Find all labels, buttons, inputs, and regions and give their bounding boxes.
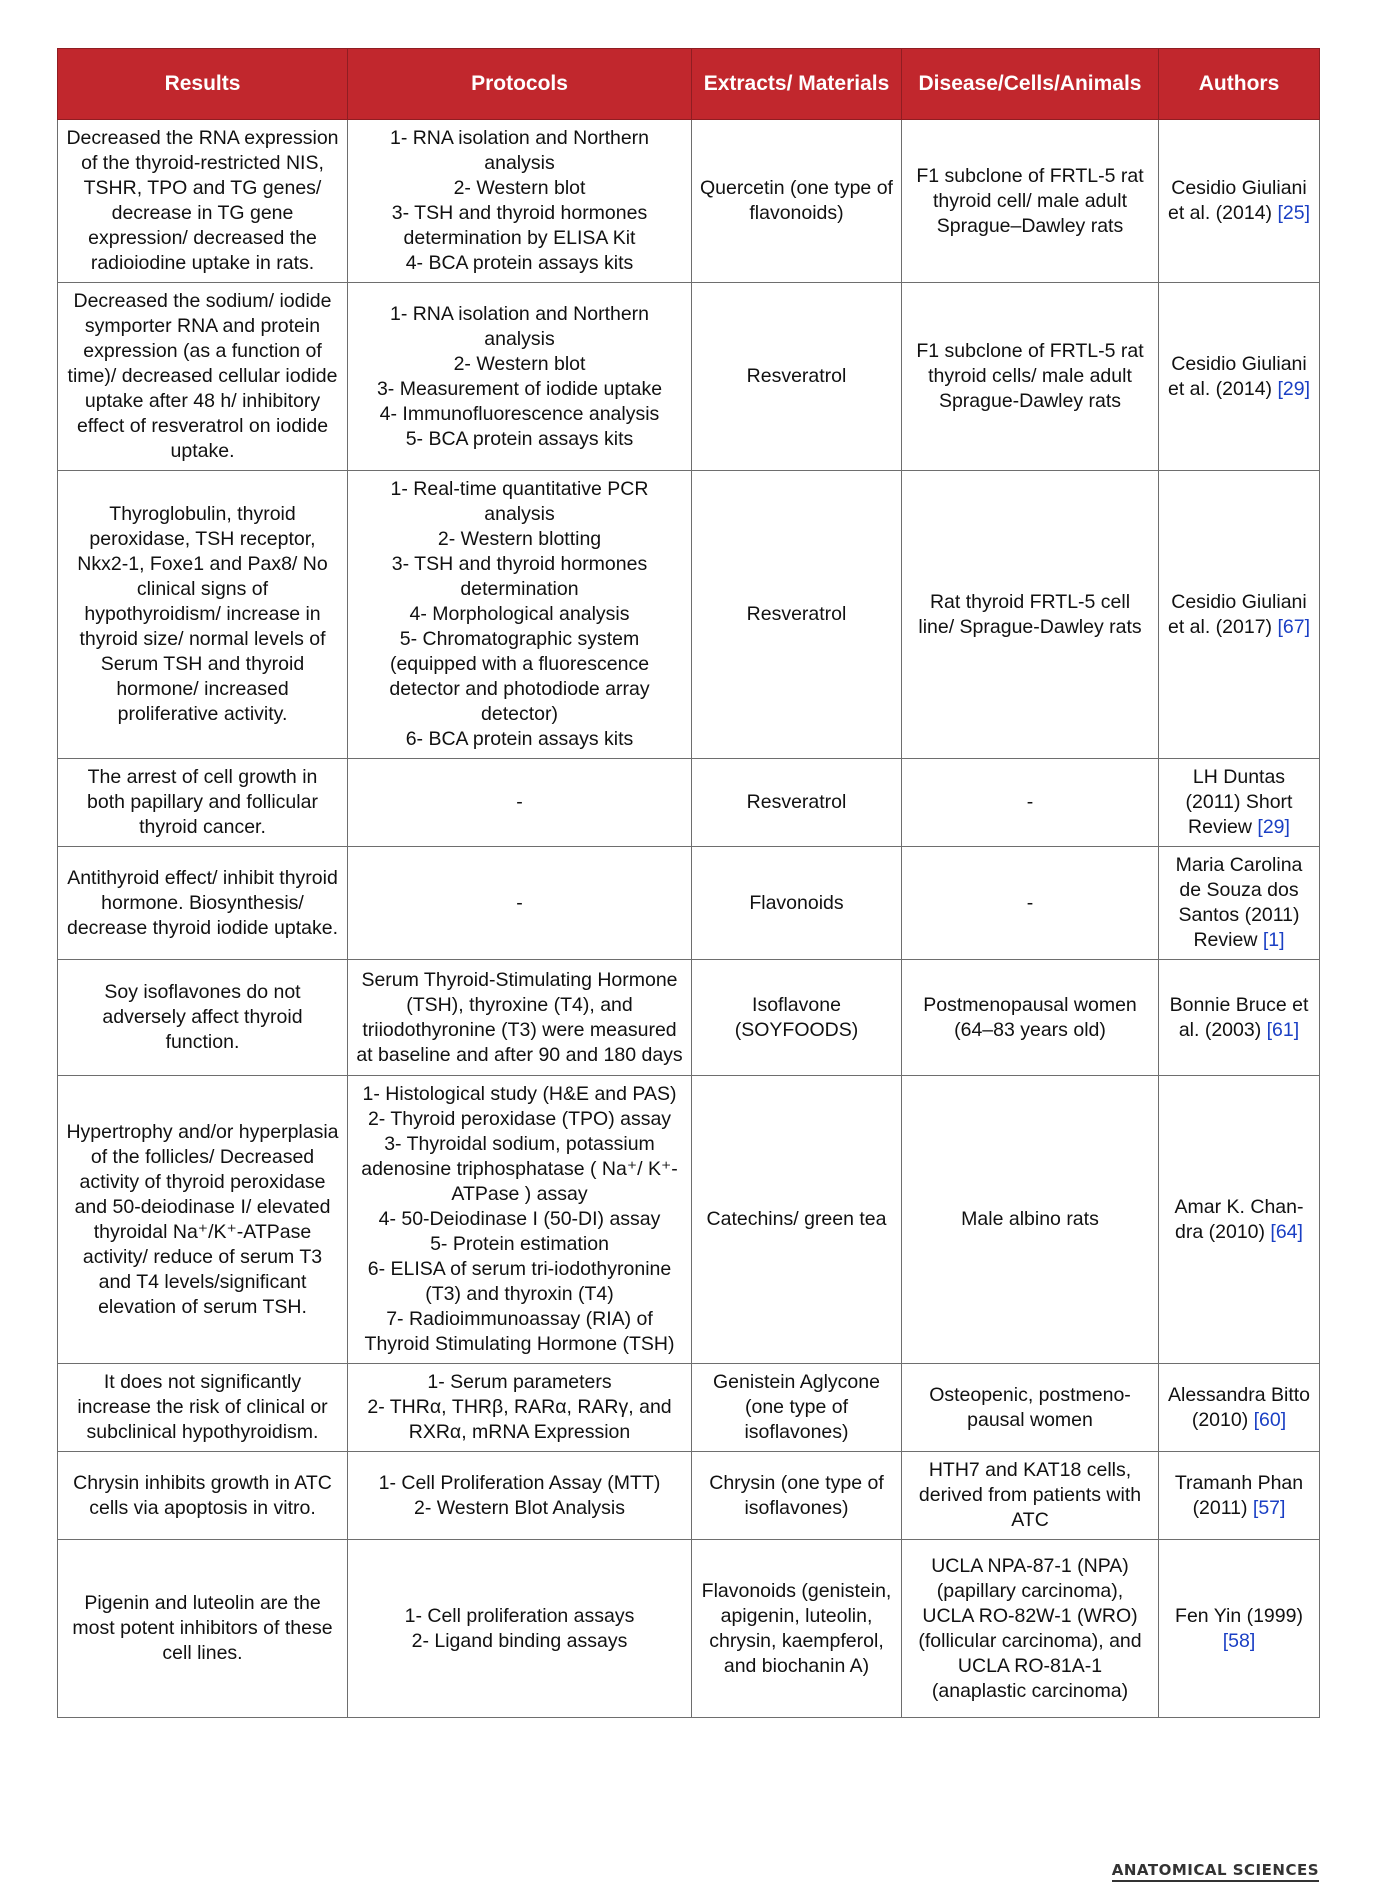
cell-protocols	[348, 759, 692, 847]
cell-results: Decreased the sodium/ iodide symporter RNA and protein expression (as a function of time)/ decreased cellular iodide uptake after 48 h/ inhibitory effect of resveratrol on iodide uptake.	[58, 283, 348, 471]
table-row	[58, 960, 1320, 1076]
reference-link[interactable]: [25]	[1277, 202, 1310, 224]
cell-protocols	[348, 1364, 692, 1452]
protocol-step: -	[516, 791, 523, 813]
cell-extracts: Genistein Aglycone (one type of isoflavones)	[692, 1364, 902, 1452]
protocol-step: 2- Western blotting	[437, 528, 602, 550]
header-authors: Authors	[1159, 49, 1320, 120]
cell-authors	[1159, 120, 1320, 283]
table-row	[58, 1540, 1320, 1718]
cell-authors	[1159, 471, 1320, 759]
table-row	[58, 1364, 1320, 1452]
protocol-step: 1- RNA isolation and Northern analysis	[389, 127, 650, 174]
header-protocols: Protocols	[348, 49, 692, 120]
cell-results: Chrysin inhibits growth in ATC cells via apoptosis in vitro.	[58, 1452, 348, 1540]
cell-authors	[1159, 960, 1320, 1076]
reference-link[interactable]: [61]	[1266, 1018, 1300, 1041]
cell-extracts: Chrysin (one type of isoflavones)	[692, 1452, 902, 1540]
cell-disease: -	[902, 759, 1159, 847]
protocol-step: 7- Radioimmunoassay (RIA) of Thyroid Stimulating Hormone (TSH)	[364, 1308, 675, 1355]
cell-authors	[1159, 759, 1320, 847]
author-text: Tramanh Phan (2011)	[1174, 1471, 1304, 1519]
protocol-step: 5- BCA protein assays kits	[405, 427, 634, 450]
author-text: LH Duntas (2011) Short Review	[1185, 766, 1293, 838]
cell-disease: Osteopenic, postmeno-pausal women	[902, 1364, 1159, 1452]
protocol-step: 1- Histological study (H&E and PAS)	[362, 1083, 677, 1105]
reference-link[interactable]: [64]	[1270, 1220, 1303, 1243]
header-extracts: Extracts/ Materials	[692, 49, 902, 120]
reference-link[interactable]: [58]	[1222, 1629, 1256, 1652]
cell-protocols	[348, 960, 692, 1076]
header-disease: Disease/Cells/Animals	[902, 49, 1159, 120]
cell-extracts: Quercetin (one type of flavonoids)	[692, 120, 902, 283]
cell-extracts: Flavonoids (genistein, apigenin, luteolin, chrysin, kaempferol, and biochanin A)	[692, 1540, 902, 1718]
protocol-step: 2- Thyroid peroxidase (TPO) assay	[367, 1108, 672, 1130]
protocol-step: 3- TSH and thyroid hormones determination by ELISA Kit	[391, 202, 648, 249]
protocol-step: 4- 50-Deiodinase I (50-DI) assay	[378, 1208, 661, 1230]
protocol-step: 4- Immunofluorescence analysis	[379, 402, 660, 425]
cell-disease: F1 subclone of FRTL-5 rat thyroid cells/ male adult Sprague-Dawley rats	[902, 283, 1159, 471]
protocol-step: 1- Real-time quantitative PCR analysis	[390, 478, 649, 525]
cell-results: Soy isoflavones do not adversely affect thyroid function.	[58, 960, 348, 1076]
protocol-step: 2- Western Blot Analysis	[414, 1496, 625, 1519]
table-row	[58, 1452, 1320, 1540]
author-text: Maria Carolina de Souza dos Santos (2011) Review	[1175, 854, 1303, 951]
cell-results: Thyroglobulin, thyroid peroxidase, TSH receptor, Nkx2-1, Foxe1 and Pax8/ No clinical signs of hypothyroidism/ increase in thyroid size/ normal levels of Serum TSH and thyroid hormone/ increased proliferative activity.	[58, 471, 348, 759]
protocol-step: 3- TSH and thyroid hormones determination	[391, 553, 648, 600]
cell-extracts: Flavonoids	[692, 847, 902, 960]
cell-disease: F1 subclone of FRTL-5 rat thyroid cell/ male adult Sprague–Dawley rats	[902, 120, 1159, 283]
protocol-step: -	[516, 891, 523, 914]
protocol-step: 3- Measurement of iodide uptake	[376, 377, 663, 400]
reference-link[interactable]: [67]	[1277, 615, 1310, 638]
table-row	[58, 1076, 1320, 1364]
reference-link[interactable]: [60]	[1253, 1408, 1287, 1431]
protocol-step: 6- ELISA of serum tri-iodothyronine (T3) and thyroxin (T4)	[367, 1258, 672, 1305]
protocol-step: Serum Thyroid-Stimulating Hormone (TSH), thyroxine (T4), and triiodothyronine (T3) were measured at baseline and after 90 and 180 days	[356, 968, 683, 1066]
cell-results: Decreased the RNA expression of the thyroid-restricted NIS, TSHR, TPO and TG genes/ decrease in TG gene expression/ decreased the radioiodine uptake in rats.	[58, 120, 348, 283]
cell-disease: HTH7 and KAT18 cells, derived from patients with ATC	[902, 1452, 1159, 1540]
protocol-step: 2- Western blot	[453, 177, 586, 199]
author-text: Fen Yin (1999)	[1175, 1604, 1303, 1627]
protocol-step: 3- Thyroidal sodium, potassium adenosine triphosphatase ( Na⁺/ K⁺-ATPase ) assay	[361, 1133, 678, 1205]
reference-link[interactable]: [29]	[1277, 377, 1310, 400]
author-text: Cesidio Giuliani et al. (2017)	[1167, 590, 1307, 638]
protocol-step: 2- Western blot	[453, 352, 586, 375]
cell-disease: UCLA NPA-87-1 (NPA) (papillary carcinoma), UCLA RO-82W-1 (WRO) (follicular carcinoma), and UCLA RO-81A-1 (anaplastic carcinoma)	[902, 1540, 1159, 1718]
table-row	[58, 759, 1320, 847]
cell-extracts: Catechins/ green tea	[692, 1076, 902, 1364]
cell-protocols	[348, 1540, 692, 1718]
cell-disease: Male albino rats	[902, 1076, 1159, 1364]
cell-disease: -	[902, 847, 1159, 960]
protocol-step: 1- Cell proliferation assays	[404, 1604, 635, 1627]
cell-authors	[1159, 847, 1320, 960]
table-row	[58, 283, 1320, 471]
cell-extracts: Resveratrol	[692, 471, 902, 759]
protocol-step: 2- THRα, THRβ, RARα, RARγ, and RXRα, mRNA Expression	[367, 1396, 672, 1443]
cell-authors	[1159, 1540, 1320, 1718]
author-text: Alessandra Bitto (2010)	[1168, 1383, 1310, 1431]
cell-results: Hypertrophy and/or hyperplasia of the follicles/ Decreased activity of thyroid peroxidase and 50-deiodinase I/ elevated thyroidal Na⁺/K⁺-ATPase activity/ reduce of serum T3 and T4 levels/significant elevation of serum TSH.	[58, 1076, 348, 1364]
cell-protocols	[348, 1076, 692, 1364]
author-text: Bonnie Bruce et al. (2003)	[1169, 993, 1309, 1041]
cell-authors	[1159, 283, 1320, 471]
protocol-step: 4- Morphological analysis	[409, 603, 630, 625]
cell-results: Pigenin and luteolin are the most potent inhibitors of these cell lines.	[58, 1540, 348, 1718]
results-table	[57, 48, 1320, 1718]
table-container	[57, 48, 1319, 1718]
cell-authors	[1159, 1452, 1320, 1540]
reference-link[interactable]: [57]	[1252, 1496, 1286, 1519]
cell-disease: Postmenopausal women (64–83 years old)	[902, 960, 1159, 1076]
table-header-row	[58, 49, 1320, 120]
protocol-step: 1- Cell Proliferation Assay (MTT)	[378, 1471, 661, 1494]
cell-results: It does not significantly increase the risk of clinical or subclinical hypothyroidism.	[58, 1364, 348, 1452]
cell-extracts: Isoflavone (SOYFOODS)	[692, 960, 902, 1076]
cell-authors	[1159, 1364, 1320, 1452]
protocol-step: 5- Protein estimation	[430, 1233, 609, 1255]
cell-results: Antithyroid effect/ inhibit thyroid hormone. Biosynthesis/ decrease thyroid iodide uptake.	[58, 847, 348, 960]
cell-extracts: Resveratrol	[692, 759, 902, 847]
protocol-step: 4- BCA protein assays kits	[405, 252, 634, 274]
cell-authors	[1159, 1076, 1320, 1364]
protocol-step: 6- BCA protein assays kits	[405, 728, 634, 750]
table-row	[58, 471, 1320, 759]
table-row	[58, 120, 1320, 283]
cell-disease: Rat thyroid FRTL-5 cell line/ Sprague-Dawley rats	[902, 471, 1159, 759]
reference-link[interactable]: [1]	[1262, 929, 1285, 951]
journal-logo: ANATOMICAL SCIENCES	[1112, 1861, 1319, 1882]
cell-protocols	[348, 120, 692, 283]
author-text: Amar K. Chan-dra (2010)	[1174, 1195, 1304, 1243]
protocol-step: 1- Serum parameters	[427, 1371, 612, 1393]
cell-protocols	[348, 283, 692, 471]
protocol-step: 1- RNA isolation and Northern analysis	[389, 302, 650, 350]
cell-results: The arrest of cell growth in both papillary and follicular thyroid cancer.	[58, 759, 348, 847]
reference-link[interactable]: [29]	[1257, 816, 1290, 838]
cell-protocols	[348, 1452, 692, 1540]
header-results: Results	[58, 49, 348, 120]
table-row	[58, 847, 1320, 960]
cell-extracts: Resveratrol	[692, 283, 902, 471]
author-text: Cesidio Giuliani et al. (2014)	[1167, 352, 1307, 400]
protocol-step: 2- Ligand binding assays	[411, 1629, 628, 1652]
author-text: Cesidio Giuliani et al. (2014)	[1167, 177, 1307, 224]
protocol-step: 5- Chromatographic system (equipped with a fluorescence detector and photodiode array detector)	[389, 628, 650, 725]
cell-protocols	[348, 847, 692, 960]
cell-protocols	[348, 471, 692, 759]
